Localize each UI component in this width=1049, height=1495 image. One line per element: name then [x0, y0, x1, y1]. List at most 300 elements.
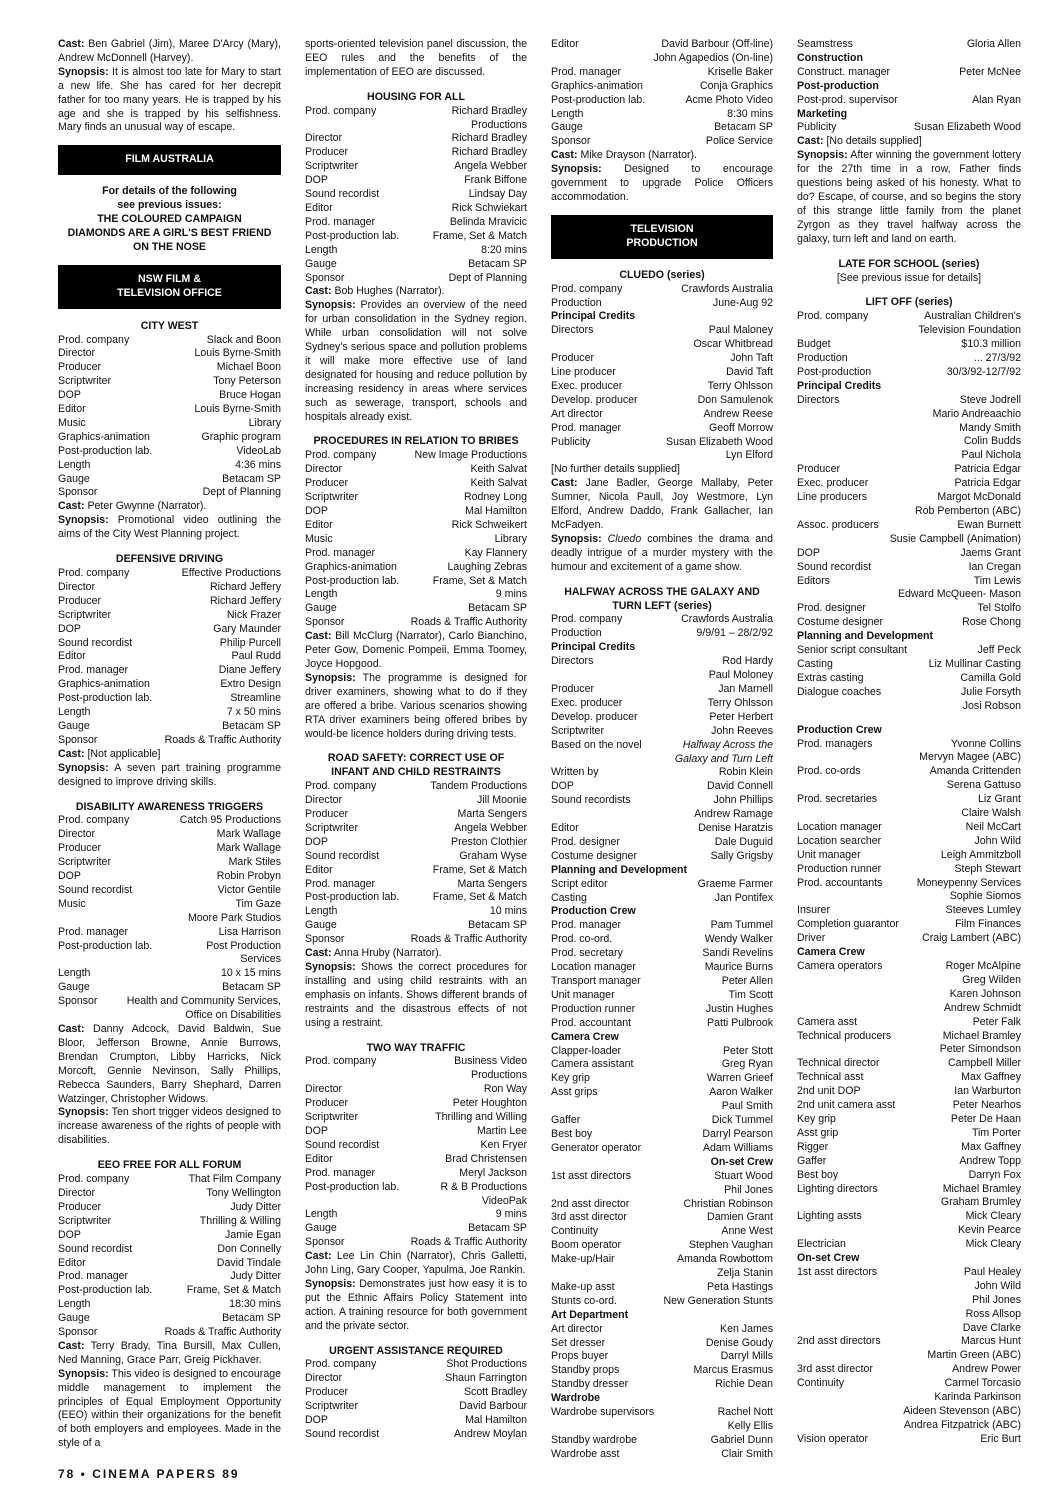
credit-role: Sponsor — [58, 486, 98, 499]
credit-row — [797, 1183, 1021, 1197]
credit-name: Tandem Productions — [430, 780, 527, 793]
credit-row — [305, 1139, 527, 1153]
credit-row — [551, 878, 773, 892]
credit-name: Peter McNee — [959, 65, 1021, 78]
credit-name: Greg Wilden — [962, 973, 1021, 986]
credit-name: Louis Byrne-Smith — [194, 347, 281, 360]
credit-name: Jeff Peck — [977, 644, 1021, 657]
credit-row — [797, 793, 1021, 807]
credit-role: Gauge — [58, 719, 90, 732]
cast-text: Cast: Bill McClurg (Narrator), Carlo Bianchino, Peter Gow, Domenic Pompeii, Emma Toomey, Joyce Hopgood. — [305, 630, 527, 670]
credit-row — [305, 244, 527, 258]
credit-name: Peter Allen — [721, 975, 773, 987]
credit-role: Length — [58, 967, 91, 980]
credit-name: Peter De Haan — [950, 1112, 1021, 1125]
credit-role: Seamstress — [797, 38, 853, 50]
column-2 — [305, 38, 527, 1442]
credit-row — [797, 505, 1021, 519]
credit-name: Damien Grant — [707, 1211, 773, 1224]
credit-name: Crawfords Australia — [681, 282, 773, 295]
credit-row — [551, 808, 773, 822]
credit-name: Frame, Set & Match — [432, 229, 527, 242]
credit-name: Rick Schweikert — [451, 518, 527, 531]
credit-name: Slack and Boon — [206, 333, 281, 346]
credit-name: Andrew Ramage — [694, 808, 773, 821]
credit-role: Production — [551, 296, 602, 309]
credit-row — [305, 1097, 527, 1111]
credit-row — [551, 1058, 773, 1072]
credit-row — [551, 1267, 773, 1281]
credit-name: Greg Ryan — [721, 1058, 773, 1071]
credit-role: Sponsor — [58, 733, 98, 746]
credit-row — [305, 491, 527, 505]
credit-role: Camera asst — [797, 1015, 858, 1028]
credit-role: Dialogue coaches — [797, 685, 882, 698]
credit-name: Kriselle Baker — [707, 65, 773, 78]
credit-name: Frame, Set & Match — [432, 863, 527, 876]
credit-role: Director — [58, 1186, 96, 1199]
credit-role: Camera operators — [797, 960, 883, 972]
section-heading: Marketing — [797, 107, 848, 120]
credit-role: DOP — [305, 1414, 328, 1427]
credit-name: Paul Healey — [963, 1265, 1021, 1278]
cast-text: Cast: Mike Drayson (Narrator). — [551, 149, 697, 162]
credit-row — [551, 1198, 773, 1212]
credit-row — [305, 272, 527, 286]
credit-row — [797, 324, 1021, 338]
credit-name: Amanda Crittenden — [929, 765, 1021, 778]
credit-row — [797, 904, 1021, 918]
credit-row — [58, 595, 281, 609]
credit-name: Michael Bramley — [942, 1182, 1021, 1195]
credit-row — [551, 1114, 773, 1128]
credit-row — [551, 933, 773, 947]
credit-role: Prod. designer — [797, 602, 866, 615]
credit-role: DOP — [551, 780, 574, 793]
credit-name: Denise Goudy — [705, 1336, 773, 1349]
synopsis-text: Synopsis: Provides an overview of the need for urban consolidation in the Sydney region. While urban consolidation will not solve Sydney's serious space and pollution problems it will make more effective use of land designated for housing and reduce pollution by increasing residency in areas where services such as sewerage, transport, schools and hospitals already exist. — [305, 299, 527, 423]
credit-row — [551, 711, 773, 725]
credit-row — [551, 1350, 773, 1364]
credit-row — [551, 1378, 773, 1392]
credit-role: Sound recordist — [305, 1428, 380, 1440]
synopsis-text: Synopsis: Shows the correct procedures for installing and using child restraints with an emphasis on infants. Shows different brands of restraints and the disastrous effects of not using a restraint. — [305, 961, 527, 1029]
credit-name: Meryl Jackson — [459, 1166, 527, 1179]
credit-role: Develop. producer — [551, 710, 638, 723]
credit-role: DOP — [305, 174, 328, 187]
synopsis-text: Synopsis: Cluedo combines the drama and deadly intrigue of a murder mystery with the humour and excitement of a game show. — [551, 532, 773, 573]
credit-name: Oscar Whitbread — [693, 338, 773, 351]
credit-role: Continuity — [797, 1377, 845, 1390]
credit-row — [551, 892, 773, 906]
credit-name: Paul Smith — [721, 1100, 773, 1113]
credit-role: 2nd asst director — [551, 1197, 630, 1210]
credit-row — [305, 547, 527, 561]
credit-row — [58, 389, 281, 403]
credit-role: Editor — [58, 403, 86, 416]
credit-role: DOP — [58, 389, 81, 402]
credit-row — [551, 836, 773, 850]
credit-role: Producer — [551, 352, 594, 365]
credit-name: New Image Productions — [414, 449, 527, 462]
credit-row — [551, 850, 773, 864]
credit-name: Pam Tummel — [710, 919, 773, 932]
credit-role: Gauge — [58, 981, 90, 994]
credit-name: Eric Burt — [980, 1432, 1021, 1445]
credit-name: Alan Ryan — [972, 93, 1021, 106]
section-heading: Wardrobe — [551, 1392, 601, 1405]
credit-role: Sponsor — [305, 933, 345, 946]
credit-name: Andrew Schmidt — [943, 1001, 1021, 1014]
credit-name: Andrew Topp — [959, 1154, 1021, 1167]
credit-role: Key grip — [551, 1072, 590, 1085]
credit-name: Sandi Revelins — [702, 947, 773, 960]
credit-role: Line producers — [797, 491, 868, 504]
credit-row — [58, 1243, 281, 1257]
credit-name: Campbell Miller — [948, 1057, 1021, 1070]
credit-row — [551, 1239, 773, 1253]
credit-role: Technical director — [797, 1057, 880, 1070]
credit-row — [551, 780, 773, 794]
credit-name: Tel Stolfo — [977, 602, 1021, 615]
credit-name: Mark Wallage — [216, 842, 281, 855]
synopsis-text: Synopsis: This video is designed to encourage middle management to implement the principles of Equal Employment Opportunity (EEO) within their organizations for the benefit of both employers and employees. Made in the style of a — [58, 1367, 282, 1450]
credit-role: Scriptwriter — [305, 491, 358, 504]
credit-name: Ross Allsop — [965, 1307, 1021, 1320]
credit-row — [797, 477, 1021, 491]
credit-role: Prod. company — [58, 814, 130, 827]
section-heading: Principal Credits — [551, 641, 636, 654]
credit-row — [551, 947, 773, 961]
credit-row — [797, 700, 1021, 714]
credit-role: Music — [58, 897, 86, 910]
credit-name: Betacam SP — [468, 1222, 527, 1235]
credit-row — [305, 160, 527, 174]
credit-row — [305, 1358, 527, 1372]
credit-name: $10.3 million — [961, 338, 1021, 351]
credit-role: Post-production lab. — [305, 574, 400, 587]
credit-name: Steeves Lumley — [945, 904, 1021, 917]
credit-name: Keith Salvat — [470, 477, 527, 490]
credit-row — [797, 751, 1021, 765]
credit-name: Library — [494, 532, 527, 545]
credit-role: Director — [305, 1372, 343, 1385]
cast-text: Cast: Anna Hruby (Narrator). — [305, 947, 442, 960]
credit-row — [305, 575, 527, 589]
credit-row — [797, 738, 1021, 752]
credit-role: Length — [305, 905, 338, 918]
credit-role: Standby props — [551, 1364, 620, 1377]
credit-row — [797, 1308, 1021, 1322]
credit-row — [797, 960, 1021, 974]
credit-name: Acme Photo Video — [685, 93, 773, 106]
credit-name: That Film Company — [188, 1173, 281, 1186]
credit-name: Martin Lee — [476, 1124, 527, 1137]
credit-name: 9 mins — [495, 1208, 527, 1221]
credit-name: Aaron Walker — [709, 1086, 773, 1099]
credit-role: Scriptwriter — [58, 375, 111, 388]
credit-row — [797, 533, 1021, 547]
credit-role: Gauge — [305, 602, 337, 615]
credit-row — [797, 1433, 1021, 1447]
credit-role: Gauge — [551, 121, 583, 134]
credit-row — [797, 672, 1021, 686]
credit-row — [797, 988, 1021, 1002]
entry-title: HALFWAY ACROSS THE GALAXY AND — [564, 585, 760, 598]
credit-name: Jan Marnell — [718, 682, 773, 695]
credit-role: Unit manager — [551, 988, 615, 1001]
credit-row — [797, 1363, 1021, 1377]
credit-row — [551, 683, 773, 697]
credit-name: Leigh Ammitzboll — [940, 848, 1021, 861]
credit-name: Stuart Wood — [714, 1169, 773, 1182]
credit-row — [305, 822, 527, 836]
section-heading: Post-production — [797, 79, 879, 92]
credit-role: Prod. manager — [58, 664, 129, 677]
credit-name: Adam Williams — [702, 1141, 773, 1154]
credit-name: Patricia Edgar — [954, 477, 1021, 490]
credit-name: Rodney Long — [463, 491, 527, 504]
credit-row — [551, 822, 773, 836]
credit-row — [305, 1386, 527, 1400]
credit-name: Darryl Pearson — [702, 1127, 773, 1140]
credit-row — [797, 1349, 1021, 1363]
credit-row — [305, 891, 527, 905]
credit-name: Susan Elizabeth Wood — [914, 121, 1021, 134]
credit-name: Gabriel Dunn — [710, 1433, 773, 1446]
credit-name: Julie Forsyth — [960, 685, 1021, 698]
credit-row — [551, 1323, 773, 1337]
credit-row — [551, 655, 773, 669]
credit-row — [58, 1173, 281, 1187]
credit-row — [797, 1099, 1021, 1113]
section-banner: TELEVISION PRODUCTION — [551, 215, 773, 259]
credit-name: Angela Webber — [454, 821, 527, 834]
entry-title: HOUSING FOR ALL — [367, 90, 465, 103]
credit-row — [58, 828, 281, 842]
credit-name: 30/3/92-12/7/92 — [946, 365, 1021, 378]
credit-role: Lighting directors — [797, 1182, 878, 1195]
credit-row — [305, 602, 527, 616]
credit-name: Judy Ditter — [230, 1200, 281, 1213]
cast-text: Cast: [No details supplied] — [797, 135, 922, 148]
credit-name: Moore Park Studios — [187, 911, 281, 924]
credit-role: Props buyer — [551, 1350, 609, 1363]
credit-role: Exec. producer — [551, 696, 623, 709]
credit-name: Ian Warburton — [954, 1085, 1021, 1098]
credit-name: Dale Duguid — [714, 835, 773, 848]
credit-name: Camilla Gold — [960, 671, 1021, 684]
credit-name: Justin Hughes — [705, 1002, 773, 1015]
credit-row — [305, 1428, 527, 1442]
credit-name: Frank Biffone — [464, 174, 527, 187]
credit-row — [305, 146, 527, 160]
credit-role: Graphics-animation — [58, 678, 150, 691]
page-footer: 78 • CINEMA PAPERS 89 — [58, 1467, 240, 1481]
credit-role: Prod. co-ord. — [551, 933, 613, 946]
credit-name: Kevin Pearce — [957, 1224, 1021, 1237]
credit-name: John Wild — [974, 834, 1021, 847]
credit-row — [58, 870, 281, 884]
credit-row — [797, 435, 1021, 449]
credit-row — [58, 898, 281, 912]
credit-role: Director — [58, 580, 96, 593]
synopsis-text: Synopsis: After winning the government lottery for the 27th time in a row, Father finds questions being asked of his honesty. What to do? Escape, of course, and so begins the story of this strange little family from the planet Zyrgon as they travel halfway across the galaxy, turn left and land on earth. — [797, 149, 1021, 245]
entry-title: CLUEDO (series) — [619, 268, 705, 281]
note-text: [See previous issue for details] — [836, 271, 982, 284]
credit-name: Richard Bradley — [451, 104, 527, 117]
credit-name: Betacam SP — [222, 719, 281, 732]
credit-role: DOP — [305, 835, 328, 848]
credit-name: Warren Grieef — [706, 1072, 773, 1085]
credit-name: Jamie Egan — [225, 1228, 281, 1241]
credit-name: ... 27/3/92 — [973, 352, 1021, 365]
credit-name: Amanda Rowbottom — [677, 1253, 773, 1266]
credit-row — [551, 1003, 773, 1017]
credit-name: Ken Fryer — [480, 1138, 527, 1151]
credit-role: Producer — [551, 682, 594, 695]
credit-row — [551, 94, 773, 108]
credit-row — [551, 422, 773, 436]
credit-name: Michael Boon — [216, 361, 281, 374]
credit-row — [58, 678, 281, 692]
credit-row — [305, 864, 527, 878]
credit-row — [797, 863, 1021, 877]
credit-name: Darryl Mills — [720, 1350, 773, 1363]
credit-name: Tony Wellington — [206, 1186, 281, 1199]
credit-role: Scriptwriter — [305, 1400, 358, 1413]
credit-name: Claire Walsh — [961, 807, 1021, 820]
credit-row — [551, 380, 773, 394]
entry-title: LATE FOR SCHOOL (series) — [838, 257, 980, 270]
credit-row — [305, 258, 527, 272]
credit-name: Keith Salvat — [470, 463, 527, 476]
credit-role: Make-up/Hair — [551, 1253, 615, 1266]
credit-row — [58, 1229, 281, 1243]
credit-name: Angela Webber — [454, 160, 527, 173]
credit-row — [551, 1100, 773, 1114]
credit-row — [305, 216, 527, 230]
credit-role: Post-production lab. — [305, 1180, 400, 1193]
credit-name: Robin Probyn — [216, 870, 281, 883]
credit-row — [797, 547, 1021, 561]
credit-name: Frame, Set & Match — [432, 891, 527, 904]
credit-row — [797, 602, 1021, 616]
credit-row — [58, 967, 281, 981]
entry-title: TWO WAY TRAFFIC — [366, 1041, 466, 1054]
credit-name: Sally Grigsby — [710, 849, 773, 862]
credit-row — [551, 338, 773, 352]
credit-role: Production — [551, 627, 602, 640]
credit-role: Casting — [551, 891, 587, 904]
credit-row — [305, 1208, 527, 1222]
credit-role: Art director — [551, 1322, 603, 1335]
credit-name: Office on Disabilities — [185, 1009, 281, 1022]
credit-name: Susie Campbell (Animation) — [889, 532, 1021, 545]
credit-name: Richard Jeffery — [209, 594, 281, 607]
credit-role: Asst grip — [797, 1126, 839, 1139]
credit-name: Paul Nichola — [961, 449, 1021, 462]
credit-role: Prod. manager — [551, 919, 622, 932]
credit-row — [58, 953, 281, 967]
credit-row — [551, 1225, 773, 1239]
section-banner: NSW FILM & TELEVISION OFFICE — [58, 265, 281, 309]
credit-name: Belinda Mravicic — [449, 215, 527, 228]
credit-row — [551, 449, 773, 463]
credit-row — [797, 686, 1021, 700]
credit-row — [551, 739, 773, 753]
credit-role: Prod. company — [305, 104, 377, 117]
cast-text: Cast: Danny Adcock, David Baldwin, Sue Bloor, Jefferson Browne, Annie Burrows, Brendan Crumpton, Libby Harricks, Nick Morcoft, Gennie Nevinson, Sally Phillips, Rebecca Saunders, Barry Shephard, Darren Watzinger, Christopher Widows. — [58, 1023, 281, 1105]
credit-row — [797, 1002, 1021, 1016]
credit-role: Assoc. producers — [797, 518, 879, 531]
credit-role: Director — [58, 828, 96, 841]
note-line: For details of the following — [102, 185, 237, 198]
credit-row — [58, 856, 281, 870]
credit-role: Prod. manager — [305, 546, 376, 559]
credit-row — [797, 449, 1021, 463]
credit-row — [305, 533, 527, 547]
credit-name: Ewan Burnett — [957, 518, 1021, 531]
credit-row — [551, 366, 773, 380]
credit-role: Rigger — [797, 1140, 829, 1153]
credit-row — [551, 1420, 773, 1434]
credit-row — [58, 431, 281, 445]
credit-name: Graham Brumley — [940, 1196, 1021, 1209]
credit-role: Music — [58, 416, 86, 429]
credit-row — [58, 347, 281, 361]
section-banner: FILM AUSTRALIA — [58, 145, 281, 175]
entry-title: URGENT ASSISTANCE REQUIRED — [329, 1344, 503, 1357]
credit-row — [551, 436, 773, 450]
credit-role: Prod. designer — [551, 835, 620, 848]
credit-name: Richard Jeffery — [209, 580, 281, 593]
credit-row — [551, 1295, 773, 1309]
credit-row — [797, 121, 1021, 135]
credit-row — [58, 1270, 281, 1284]
credit-row — [551, 975, 773, 989]
credit-name: Andrew Reese — [703, 407, 773, 420]
credit-name: Phil Jones — [972, 1293, 1021, 1306]
credit-name: John Wild — [974, 1279, 1021, 1292]
credit-row — [551, 1184, 773, 1198]
credit-row — [551, 408, 773, 422]
credit-role: Camera assistant — [551, 1058, 634, 1071]
credit-row — [797, 310, 1021, 324]
credit-row — [58, 361, 281, 375]
credit-name: Police Service — [705, 135, 773, 148]
credit-name: Mervyn Magee (ABC) — [919, 751, 1021, 764]
credit-role: Post-production lab. — [58, 1284, 153, 1297]
credit-name: Preston Clothier — [451, 835, 527, 848]
credit-row — [305, 202, 527, 216]
column-3 — [551, 38, 773, 1462]
credit-row — [551, 627, 773, 641]
credit-row — [797, 519, 1021, 533]
credit-name: Sophie Siomos — [949, 890, 1021, 903]
credit-row — [551, 108, 773, 122]
credit-role: Electrician — [797, 1238, 846, 1251]
credit-name: John Reeves — [711, 724, 773, 737]
credit-role: DOP — [58, 870, 81, 883]
section-heading: Principal Credits — [551, 310, 636, 323]
credit-row — [797, 974, 1021, 988]
credit-row — [551, 753, 773, 767]
credit-name: Tim Porter — [971, 1126, 1021, 1139]
credit-name: Craig Lambert (ABC) — [922, 932, 1021, 945]
section-heading: On-set Crew — [797, 1252, 860, 1265]
credit-name: Health and Community Services, — [126, 995, 281, 1008]
